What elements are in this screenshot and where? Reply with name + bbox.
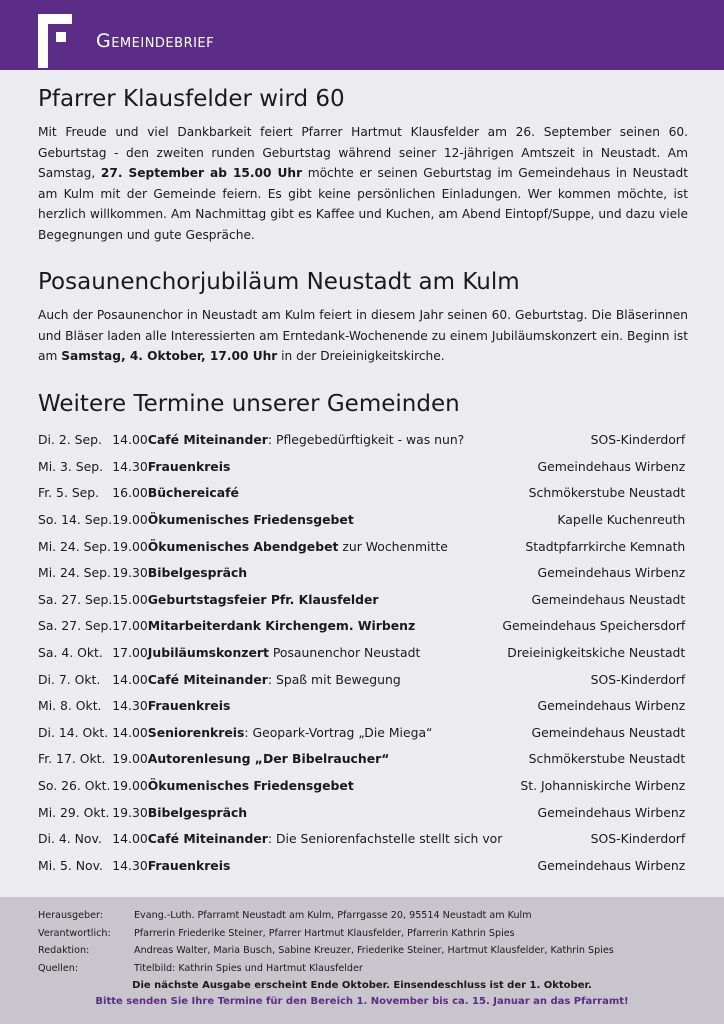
events-table (38, 427, 685, 879)
event-detail: zur Wochenmitte (338, 538, 448, 554)
event-date: Di. 4. Nov. (38, 831, 102, 847)
event-row (38, 799, 685, 826)
event-date: Fr. 17. Okt. (38, 751, 106, 767)
event-title: Café Miteinander (147, 432, 268, 448)
event-title: Bibelgespräch (147, 565, 248, 581)
event-date: Di. 7. Okt. (38, 671, 101, 687)
event-location: Stadtpfarrkirche Kemnath (525, 538, 686, 554)
event-time: 15.00 (112, 591, 148, 607)
event-time: 17.00 (112, 618, 148, 634)
event-location: Gemeindehaus Neustadt (531, 591, 686, 607)
event-description (148, 639, 503, 666)
imprint (38, 907, 614, 977)
event-row (38, 719, 685, 746)
event-title: Büchereicafé (147, 485, 239, 501)
event-date: Mi. 3. Sep. (38, 458, 104, 474)
event-time: 16.00 (112, 485, 148, 501)
event-detail: Posaunenchor Neustadt (268, 645, 421, 661)
article-body: Auch der Posaunenchor in Neustadt am Kulm feiert in diesem Jahr seinen 60. Geburtstag. Die Bläserinnen und Bläser laden alle Interessierten am Erntedank-Wochenende zu einem Jubiläumskonzert ein. Beginn ist am Samstag, 4. Oktober, 17.00 Uhr in der Dreieinigkeitskirche. (38, 308, 688, 363)
event-date: So. 14. Sep. (38, 512, 113, 528)
event-location: Schmökerstube Neustadt (528, 485, 686, 501)
event-description (148, 427, 503, 454)
event-location: Gemeindehaus Wirbenz (537, 565, 686, 581)
imprint-row (38, 960, 614, 978)
event-date: Mi. 5. Nov. (38, 857, 103, 873)
event-detail: : Pflegebedürftigkeit - was nun? (267, 432, 465, 448)
event-title: Mitarbeiterdank Kirchengem. Wirbenz (147, 618, 416, 634)
event-title: Jubiläumskonzert (147, 645, 269, 661)
event-title: Frauenkreis (147, 857, 231, 873)
event-location: Gemeindehaus Speichersdorf (502, 618, 686, 634)
event-title: Ökumenisches Abendgebet (147, 538, 339, 554)
event-detail: : Spaß mit Bewegung (267, 671, 401, 687)
event-time: 14.00 (112, 724, 148, 740)
imprint-value: Titelbild: Kathrin Spies und Hartmut Klausfelder (134, 962, 363, 974)
imprint-value: Evang.-Luth. Pfarramt Neustadt am Kulm, Pfarrgasse 20, 95514 Neustadt am Kulm (134, 910, 532, 921)
event-title: Seniorenkreis (147, 724, 245, 740)
event-row (38, 852, 685, 879)
event-date: Mi. 8. Okt. (38, 698, 102, 714)
article-birthday (38, 86, 688, 245)
event-row (38, 427, 685, 454)
event-description (148, 559, 503, 586)
imprint-label: Verantwortlich: (38, 927, 111, 939)
event-location: Dreieinigkeitskiche Neustadt (507, 645, 686, 661)
event-time: 19.30 (112, 565, 148, 581)
main-content (38, 86, 688, 879)
article-title: Posaunenchorjubiläum Neustadt am Kulm (38, 269, 520, 295)
event-title: Ökumenisches Friedensgebet (147, 778, 354, 794)
event-location: SOS-Kinderdorf (590, 671, 686, 687)
event-location: Gemeindehaus Wirbenz (537, 804, 686, 820)
imprint-row (38, 925, 614, 943)
event-row (38, 480, 685, 507)
event-row (38, 772, 685, 799)
event-date: So. 26. Okt. (38, 778, 111, 794)
event-location: Gemeindehaus Wirbenz (537, 857, 686, 873)
imprint-label: Herausgeber: (38, 910, 104, 921)
event-row (38, 506, 685, 533)
event-time: 17.00 (112, 645, 148, 661)
event-description (148, 480, 503, 507)
event-location: Gemeindehaus Neustadt (531, 724, 686, 740)
event-row (38, 666, 685, 693)
event-location: SOS-Kinderdorf (590, 831, 686, 847)
event-location: Kapelle Kuchenreuth (557, 512, 686, 528)
imprint-value: Pfarrerin Friederike Steiner, Pfarrer Hartmut Klausfelder, Pfarrerin Kathrin Spies (134, 927, 515, 939)
event-row (38, 639, 685, 666)
article-posaunenchor (38, 269, 688, 367)
event-date: Di. 14. Okt. (38, 724, 109, 740)
event-time: 14.00 (112, 432, 148, 448)
imprint-value: Andreas Walter, Maria Busch, Sabine Kreuzer, Friederike Steiner, Hartmut Klausfelder, Kathrin Spies (134, 945, 614, 956)
event-row (38, 613, 685, 640)
event-time: 19.00 (112, 778, 148, 794)
event-description (148, 852, 503, 879)
event-description (148, 666, 503, 693)
next-issue-notice: Die nächste Ausgabe erscheint Ende Oktober. Einsendeschluss ist der 1. Oktober. (132, 980, 592, 991)
event-row (38, 825, 685, 852)
event-time: 19.00 (112, 751, 148, 767)
event-location: Schmökerstube Neustadt (528, 751, 686, 767)
event-title: Autorenlesung „Der Bibelraucher“ (147, 751, 390, 767)
event-description (148, 746, 503, 773)
imprint-row (38, 907, 614, 925)
imprint-label: Quellen: (38, 962, 79, 974)
event-title: Geburtstagsfeier Pfr. Klausfelder (147, 591, 379, 607)
event-description (148, 772, 503, 799)
event-location: Gemeindehaus Wirbenz (537, 698, 686, 714)
event-time: 14.30 (112, 698, 148, 714)
event-date: Mi. 29. Okt. (38, 804, 110, 820)
event-date: Sa. 27. Sep. (38, 618, 113, 634)
event-description (148, 533, 503, 560)
event-location: St. Johanniskirche Wirbenz (520, 778, 686, 794)
event-description (148, 586, 503, 613)
article-title: Pfarrer Klausfelder wird 60 (38, 86, 345, 112)
event-title: Ökumenisches Friedensgebet (147, 512, 354, 528)
event-date: Mi. 24. Sep. (38, 538, 111, 554)
event-location: SOS-Kinderdorf (590, 432, 686, 448)
submission-notice: Bitte senden Sie Ihre Termine für den Bereich 1. November bis ca. 15. Januar an das Pfarramt! (95, 996, 629, 1007)
event-date: Sa. 4. Okt. (38, 645, 103, 661)
event-location: Gemeindehaus Wirbenz (537, 458, 686, 474)
event-date: Mi. 24. Sep. (38, 565, 111, 581)
events-section (38, 391, 688, 879)
publication-title: Gemeindebrief (96, 30, 215, 52)
event-detail: : Geopark-Vortrag „Die Miega“ (244, 724, 433, 740)
article-body: Mit Freude und viel Dankbarkeit feiert Pfarrer Hartmut Klausfelder am 26. September seinen 60. Geburtstag - den zweiten runden Geburtstag während seiner 12-jährigen Amtszeit in Neustadt. Am Samstag, 27. September ab 15.00 Uhr möchte er seinen Geburtstag im Gemeindehaus in Neustadt am Kulm mit der Gemeinde feiern. Es gibt keine persönlichen Einladungen. Wer kommen möchte, ist herzlich willkommen. Am Nachmittag gibt es Kaffee und Kuchen, am Abend Eintopf/Suppe, und dazu viele Begegnungen und gute Gespräche. (38, 125, 688, 242)
event-title: Frauenkreis (147, 698, 231, 714)
event-row (38, 533, 685, 560)
imprint-row (38, 942, 614, 960)
event-description (148, 719, 503, 746)
event-title: Bibelgespräch (147, 804, 248, 820)
event-description (148, 613, 503, 640)
event-time: 19.00 (112, 512, 148, 528)
event-time: 14.30 (112, 458, 148, 474)
event-time: 14.00 (112, 671, 148, 687)
event-title: Frauenkreis (147, 458, 231, 474)
event-time: 14.00 (112, 831, 148, 847)
event-time: 19.00 (112, 538, 148, 554)
event-title: Café Miteinander (147, 831, 268, 847)
event-description (148, 825, 503, 852)
event-detail: : Die Seniorenfachstelle stellt sich vor (267, 831, 503, 847)
event-description (148, 506, 503, 533)
event-date: Fr. 5. Sep. (38, 485, 100, 501)
event-description (148, 799, 503, 826)
event-date: Di. 2. Sep. (38, 432, 102, 448)
event-row (38, 559, 685, 586)
event-time: 19.30 (112, 804, 148, 820)
event-description (148, 453, 503, 480)
section-title: Weitere Termine unserer Gemeinden (38, 390, 460, 417)
event-row (38, 692, 685, 719)
event-row (38, 586, 685, 613)
footer (0, 897, 724, 1024)
event-date: Sa. 27. Sep. (38, 591, 113, 607)
imprint-label: Redaktion: (38, 945, 90, 956)
event-row (38, 746, 685, 773)
event-description (148, 692, 503, 719)
event-time: 14.30 (112, 857, 148, 873)
event-title: Café Miteinander (147, 671, 268, 687)
event-row (38, 453, 685, 480)
church-logo (38, 14, 72, 68)
header-bar (0, 0, 724, 70)
